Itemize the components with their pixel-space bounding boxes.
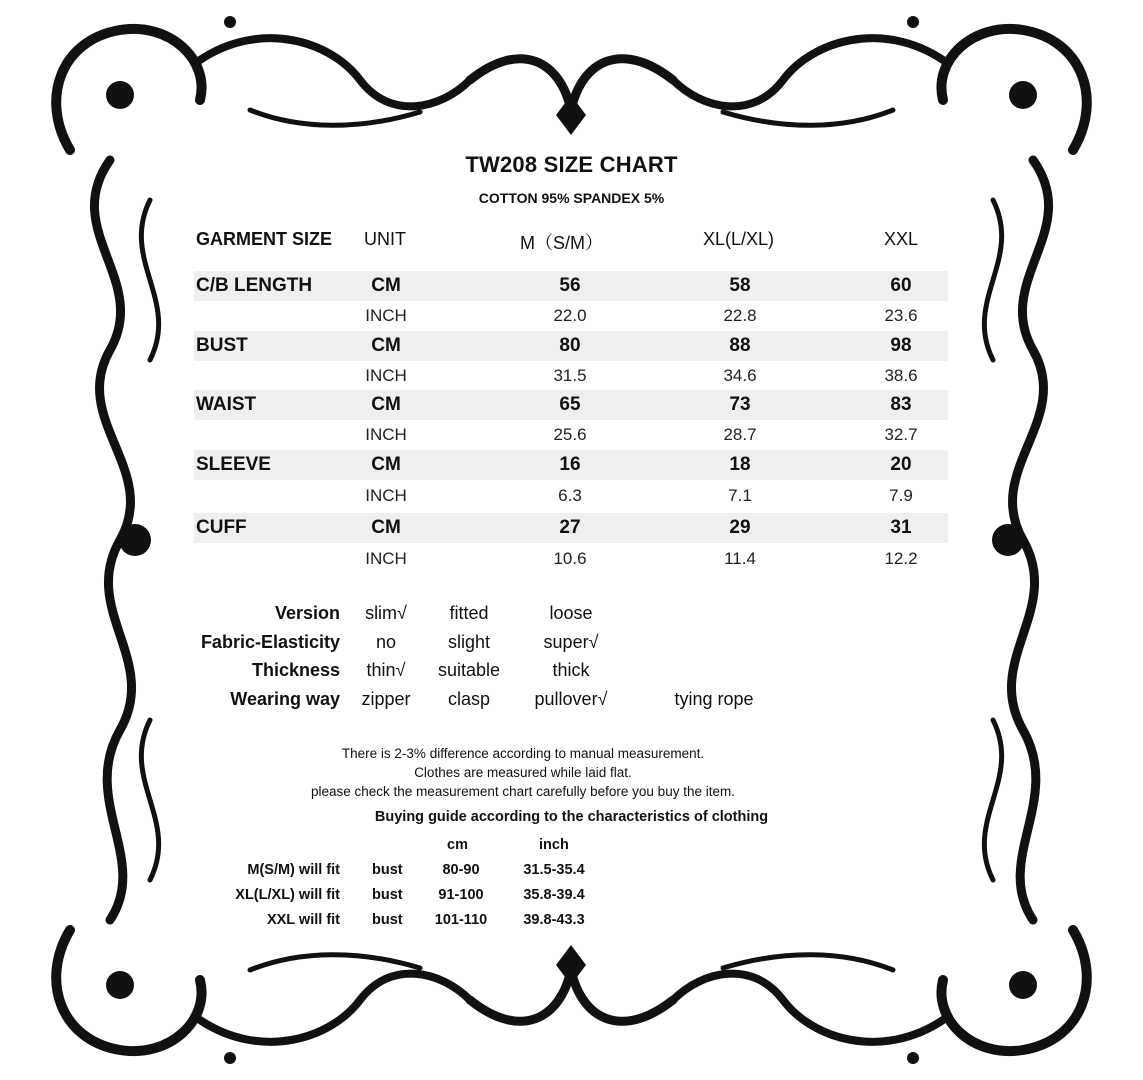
table-row [194,331,948,361]
guide-cm-range: 91-100 [438,887,484,903]
value-xxl: 38.6 [884,366,918,385]
table-row [194,450,948,480]
value-m: 22.0 [553,306,587,325]
unit-inch: INCH [365,549,407,568]
guide-part: bust [372,887,403,903]
table-row [194,390,948,420]
value-m: 65 [559,394,581,415]
value-m: 25.6 [553,425,587,444]
value-m: 6.3 [558,486,582,505]
attribute-option: slight [447,632,491,652]
value-m: 16 [559,454,581,475]
guide-col-inch: inch [539,837,569,853]
guide-inch-range: 35.8-39.4 [523,887,585,903]
value-xl: 11.4 [724,549,756,568]
row-label: WAIST [196,394,257,415]
unit-cm: CM [371,454,401,475]
guide-cm-range: 101-110 [434,912,488,928]
value-m: 56 [559,275,581,296]
value-xxl: 83 [890,394,912,415]
row-label: C/B LENGTH [196,275,313,296]
value-xxl: 32.7 [884,425,918,444]
value-xl: 7.1 [728,486,752,505]
value-xl: 34.6 [723,366,757,385]
unit-cm: CM [371,275,401,296]
value-m: 27 [559,517,581,538]
value-m: 10.6 [553,549,587,568]
unit-inch: INCH [365,425,407,444]
measurement-notes [0,744,1046,801]
value-xl: 28.7 [723,425,757,444]
value-xxl: 20 [890,454,912,475]
table-row [194,513,948,543]
header-unit: UNIT [364,229,406,249]
guide-part: bust [372,862,403,878]
note-line: There is 2-3% difference according to manual measurement. [341,746,705,761]
value-m: 31.5 [553,366,587,385]
row-label: CUFF [196,517,247,538]
value-xxl: 12.2 [884,549,918,568]
guide-inch-range: 39.8-43.3 [523,912,585,928]
table-row [194,481,948,511]
note-line: please check the measurement chart carefully before you buy the item. [311,784,735,799]
row-label: BUST [196,335,248,356]
value-xl: 58 [729,275,751,296]
value-m: 80 [559,335,581,356]
unit-inch: INCH [365,486,407,505]
fabric-composition: COTTON 95% SPANDEX 5% [478,190,665,206]
attribute-option: no [375,632,397,652]
attribute-option: slim√ [365,603,407,623]
value-xl: 22.8 [723,306,757,325]
header-size-xxl: XXL [884,229,919,249]
value-xl: 88 [729,335,751,356]
table-row [194,361,948,391]
attribute-wearing-way [194,689,894,715]
guide-row [200,887,620,911]
table-row [194,301,948,331]
guide-inch-range: 31.5-35.4 [523,862,585,878]
buying-guide-title: Buying guide according to the characteristics of clothing [374,809,769,825]
guide-row [200,912,620,936]
attribute-elasticity [194,632,894,658]
attribute-option: fitted [449,603,489,623]
attribute-option: super√ [543,632,599,652]
guide-row [200,862,620,886]
unit-cm: CM [371,394,401,415]
guide-size-label: M(S/M) will fit [247,862,340,878]
chart-title: TW208 SIZE CHART [465,152,678,177]
attribute-thickness [194,660,894,686]
attribute-option: thick [552,660,590,680]
unit-cm: CM [371,335,401,356]
row-label: SLEEVE [196,454,271,475]
value-xxl: 31 [890,517,912,538]
guide-cm-range: 80-90 [442,862,480,878]
value-xxl: 23.6 [884,306,918,325]
attribute-option: suitable [437,660,501,680]
unit-cm: CM [371,517,401,538]
attribute-key: Thickness [251,660,340,680]
guide-col-cm: cm [447,837,468,853]
attribute-option: tying rope [674,689,754,709]
header-garment-size: GARMENT SIZE [196,229,333,249]
unit-inch: INCH [365,306,407,325]
attribute-option: pullover√ [534,689,608,709]
guide-size-label: XL(L/XL) will fit [235,887,340,903]
attribute-option: zipper [361,689,411,709]
table-row [194,544,948,574]
value-xxl: 98 [890,335,912,356]
attribute-version [194,603,894,629]
value-xl: 73 [729,394,751,415]
unit-inch: INCH [365,366,407,385]
value-xxl: 7.9 [889,486,913,505]
attribute-option: clasp [447,689,491,709]
guide-part: bust [372,912,403,928]
attribute-key: Version [274,603,340,623]
guide-size-label: XXL will fit [266,912,340,928]
attribute-option: loose [549,603,593,623]
attribute-option: thin√ [366,660,406,680]
attribute-key: Fabric-Elasticity [200,632,340,652]
table-row [194,271,948,301]
note-line: Clothes are measured while laid flat. [414,765,632,780]
value-xl: 29 [729,517,751,538]
attribute-key: Wearing way [230,689,340,709]
header-size-xl: XL(L/XL) [703,229,775,249]
table-row [194,420,948,450]
value-xl: 18 [729,454,751,475]
header-size-m: M（S/M） [520,233,603,253]
value-xxl: 60 [890,275,912,296]
